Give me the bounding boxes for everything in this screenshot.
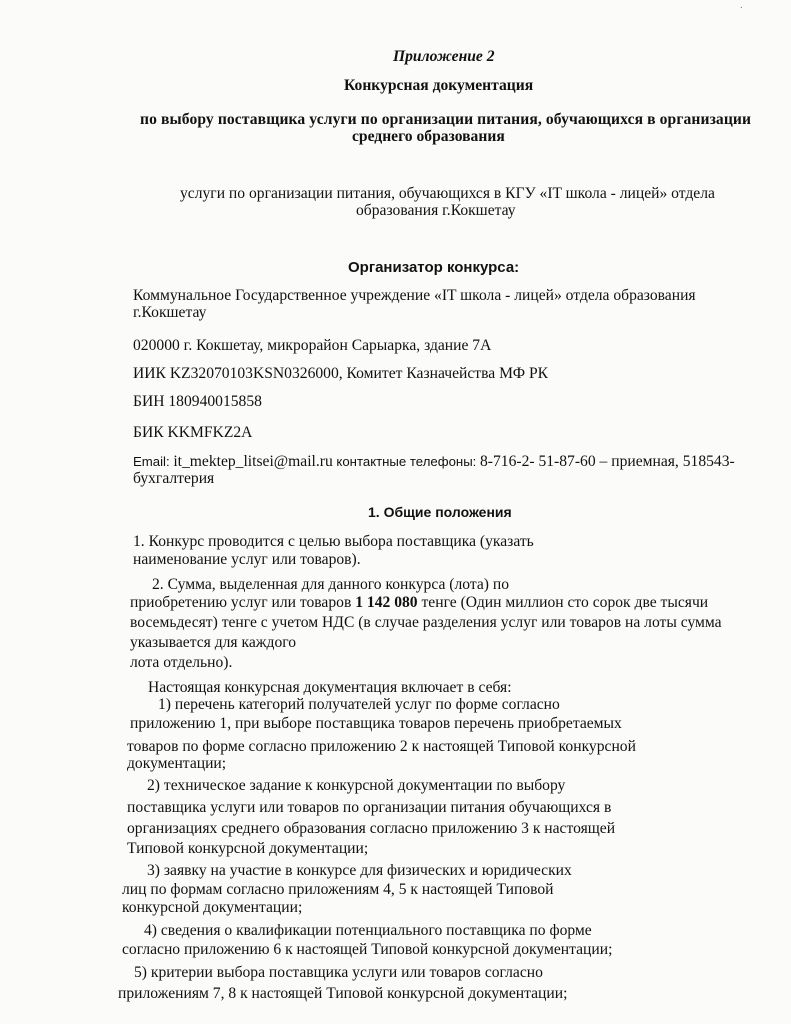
section1-heading [368, 503, 512, 521]
p1-line1: 1. Конкурс проводится с целью выбора поставщика (указать [133, 533, 534, 550]
item3-line1: 3) заявку на участие в конкурсе для физических и юридических [147, 862, 572, 879]
phones-label: контактные телефоны: [332, 454, 480, 469]
p2-line1: 2. Сумма, выделенная для данного конкурса (лота) по [152, 576, 509, 593]
phones-line1: 8-716-2- 51-87-60 – приемная, 518543- [480, 453, 735, 470]
p2-line2-pre: приобретению услуг или товаров [130, 594, 356, 611]
service-line2: образования г.Кокшетау [356, 202, 516, 219]
organizer-name-line1: Коммунальное Государственное учреждение «IT школа - лицей» отдела образования [133, 287, 696, 304]
item5-line1: 5) критерии выбора поставщика услуги или товаров согласно [134, 964, 543, 981]
p2-line4: указывается для каждого [130, 634, 297, 651]
appendix-label: Приложение 2 [393, 48, 495, 65]
p2-line2 [130, 594, 708, 612]
organizer-bik: БИК KKMFKZ2A [133, 424, 253, 441]
p1-line2: наименование услуг или товаров). [133, 551, 361, 568]
item4-line1: 4) сведения о квалификации потенциального поставщика по форме [144, 922, 592, 939]
organizer-bin: БИН 180940015858 [133, 393, 262, 410]
item1-line2: приложению 1, при выборе поставщика товаров перечень приобретаемых [130, 715, 622, 732]
p3: Настоящая конкурсная документация включает в себя: [148, 679, 512, 696]
item4-line2: согласно приложению 6 к настоящей Типовой конкурсной документации; [122, 941, 613, 958]
p2-amount: 1 142 080 [355, 594, 418, 611]
section1-title: . Общие положения [375, 504, 512, 520]
item5-line2: приложениям 7, 8 к настоящей Типовой конкурсной документации; [118, 985, 568, 1002]
p2-line2-post: тенге (Один миллион сто сорок две тысячи [417, 594, 709, 611]
organizer-contacts [133, 453, 735, 471]
email-label: Email: [133, 454, 174, 469]
organizer-iik: ИИК KZ32070103KSN0326000, Комитет Казначейства МФ РК [133, 365, 549, 382]
email-address: it_mektep_litsei@mail.ru [173, 453, 333, 470]
section1-number: 1 [368, 504, 376, 520]
document-title: Конкурсная документация [344, 77, 534, 94]
item1-line4: документации; [127, 755, 227, 772]
item2-line2: поставщика услуги или товаров по организации питания обучающихся в [127, 799, 612, 816]
organizer-name-line2: г.Кокшетау [133, 304, 207, 321]
scan-mark: · [739, 2, 743, 13]
document-subtitle-line2: среднего образования [352, 128, 505, 145]
item2-line3: организациях среднего образования согласно приложению 3 к настоящей [127, 820, 616, 837]
p2-line5: лота отдельно). [130, 654, 233, 671]
item2-line1: 2) техническое задание к конкурсной документации по выбору [147, 777, 566, 794]
item1-line1: 1) перечень категорий получателей услуг по форме согласно [158, 696, 560, 713]
p2-line3: восемьдесят) тенге с учетом НДС (в случае разделения услуг или товаров на лоты сумма [130, 614, 722, 631]
item2-line4: Типовой конкурсной документации; [127, 840, 369, 857]
phones-line2: бухгалтерия [133, 470, 215, 487]
organizer-heading: Организатор конкурса: [348, 259, 520, 276]
document-subtitle-line1: по выбору поставщика услуги по организации питания, обучающихся в организации [140, 111, 752, 128]
item3-line2: лиц по формам согласно приложениям 4, 5 к настоящей Типовой [122, 881, 554, 898]
item1-line3: товаров по форме согласно приложению 2 к настоящей Типовой конкурсной [127, 738, 636, 755]
service-line1: услуги по организации питания, обучающихся в КГУ «IT школа - лицей» отдела [180, 185, 715, 202]
organizer-address: 020000 г. Кокшетау, микрорайон Сарыарка, здание 7А [133, 337, 492, 354]
item3-line3: конкурсной документации; [122, 899, 303, 916]
